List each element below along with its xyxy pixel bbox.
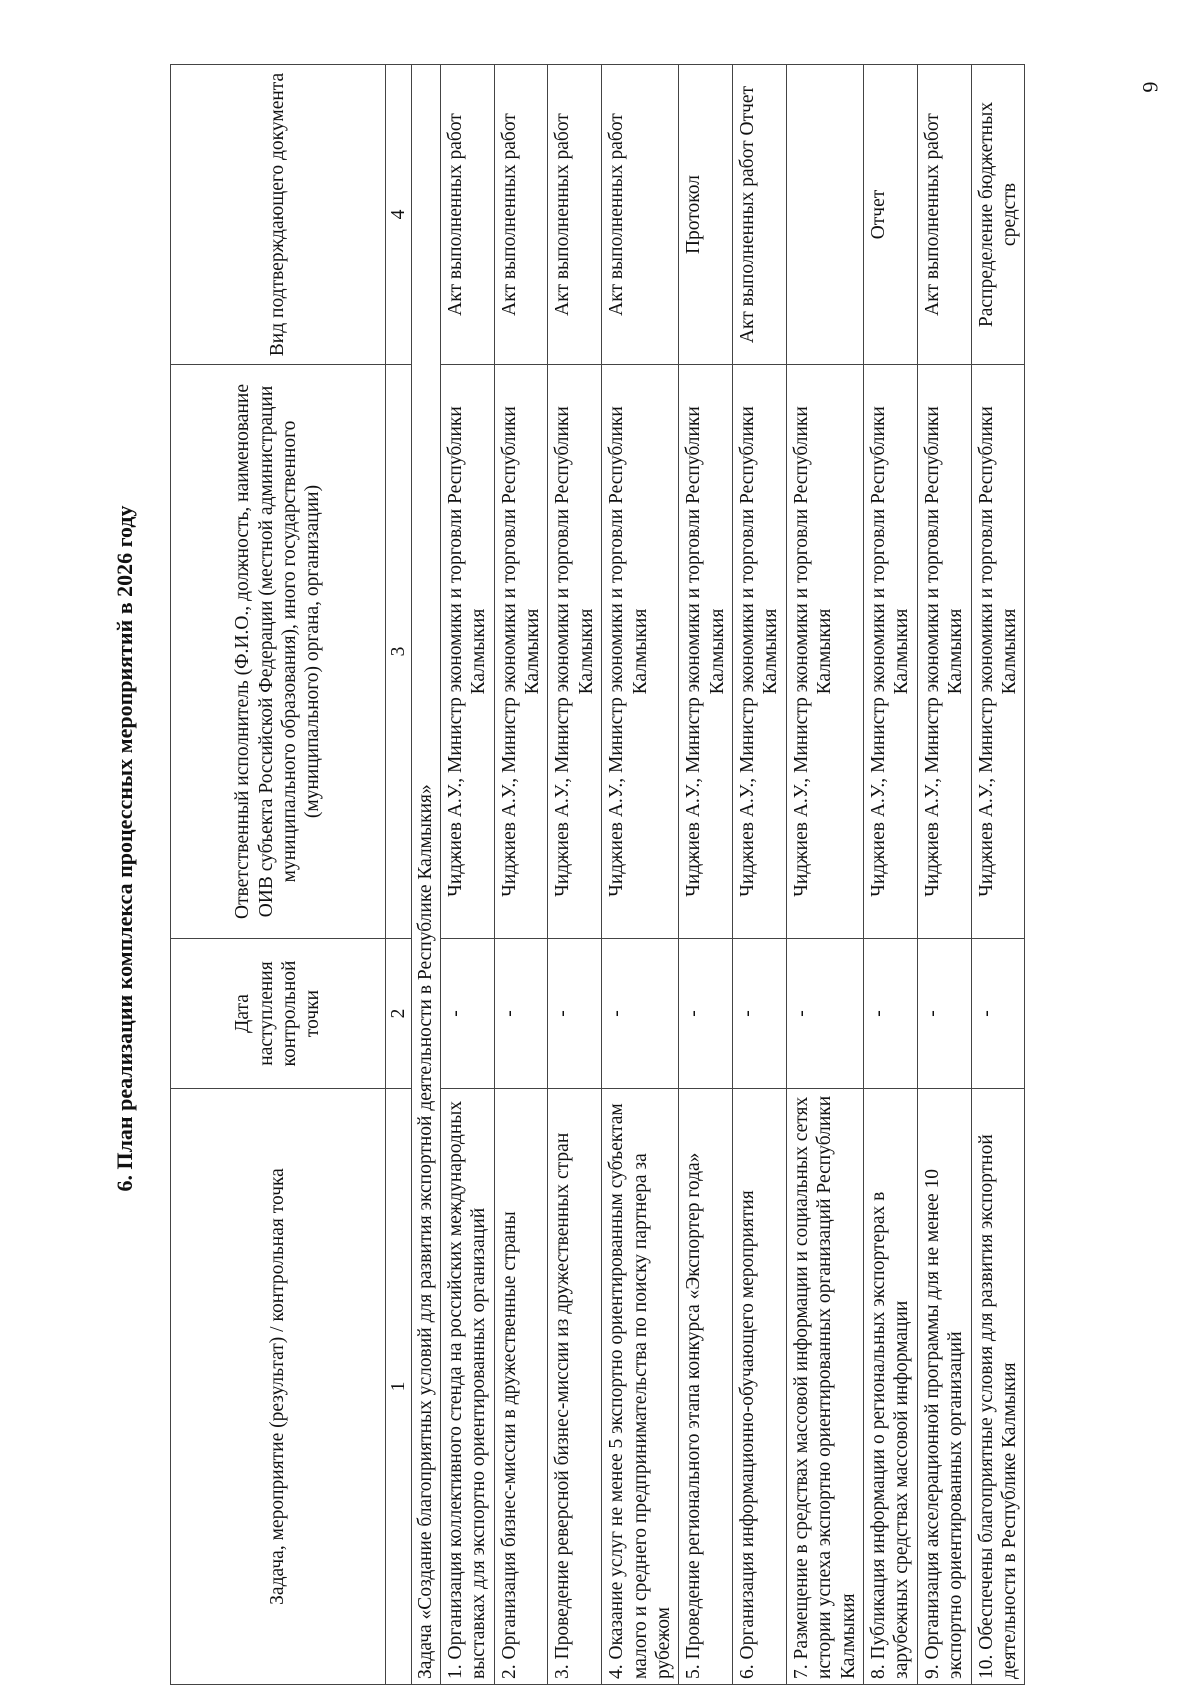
page-number: 6 <box>1138 81 1163 93</box>
item-cell: 1. Организация коллективного стенда на российских международных выставках для экспортно ориентированных организаций <box>440 1089 494 1685</box>
date-cell: - <box>733 939 787 1089</box>
column-index: 3 <box>386 365 412 939</box>
table-row <box>440 65 494 1685</box>
table-row <box>548 65 602 1685</box>
item-cell: 3. Проведение реверсной бизнес-миссии из дружественных стран <box>548 1089 602 1685</box>
responsible-cell: Чиджиев А.У., Министр экономики и торговли Республики Калмыкия <box>786 365 863 939</box>
date-cell: - <box>917 939 971 1089</box>
document-cell: Протокол <box>679 65 733 365</box>
header-task: Задача, мероприятие (результат) / контрольная точка <box>171 1089 386 1685</box>
responsible-cell: Чиджиев А.У., Министр экономики и торговли Республики Калмыкия <box>494 365 548 939</box>
document-cell: Акт выполненных работ <box>494 65 548 365</box>
table-header-row <box>171 65 386 1685</box>
table-row <box>602 65 679 1685</box>
table-row <box>917 65 971 1685</box>
date-cell: - <box>679 939 733 1089</box>
rotated-table-area <box>170 65 1080 1685</box>
responsible-cell: Чиджиев А.У., Министр экономики и торговли Республики Калмыкия <box>917 365 971 939</box>
table-row <box>679 65 733 1685</box>
item-cell: 10. Обеспечены благоприятные условия для развития экспортной деятельности в Республике Калмыкия <box>971 1089 1025 1685</box>
table-row <box>786 65 863 1685</box>
document-title: 6. План реализации комплекса процессных мероприятий в 2026 году <box>112 505 137 1192</box>
date-cell: - <box>971 939 1025 1089</box>
responsible-cell: Чиджиев А.У., Министр экономики и торговли Республики Калмыкия <box>602 365 679 939</box>
date-cell: - <box>440 939 494 1089</box>
item-cell: 6. Организация информационно-обучающего мероприятия <box>733 1089 787 1685</box>
responsible-cell: Чиджиев А.У., Министр экономики и торговли Республики Калмыкия <box>733 365 787 939</box>
document-cell: Акт выполненных работ <box>917 65 971 365</box>
document-cell: Акт выполненных работ <box>548 65 602 365</box>
column-index: 1 <box>386 1089 412 1685</box>
responsible-cell: Чиджиев А.У., Министр экономики и торговли Республики Калмыкия <box>971 365 1025 939</box>
header-responsible: Ответственный исполнитель (Ф.И.О., должность, наименование ОИВ субъекта Российской Федерации (местной администрации муниципального образования), иного государственного (муниципального) органа, организации) <box>171 365 386 939</box>
date-cell: - <box>602 939 679 1089</box>
date-cell: - <box>548 939 602 1089</box>
task-row <box>412 65 440 1685</box>
date-cell: - <box>494 939 548 1089</box>
responsible-cell: Чиджиев А.У., Министр экономики и торговли Республики Калмыкия <box>440 365 494 939</box>
column-index: 4 <box>386 65 412 365</box>
table-row <box>971 65 1025 1685</box>
date-cell: - <box>786 939 863 1089</box>
column-index-row <box>386 65 412 1685</box>
responsible-cell: Чиджиев А.У., Министр экономики и торговли Республики Калмыкия <box>548 365 602 939</box>
date-cell: - <box>864 939 918 1089</box>
header-date: Дата наступления контрольной точки <box>171 939 386 1089</box>
task-text: Задача «Создание благоприятных условий для развития экспортной деятельности в Республике Калмыкия» <box>412 65 440 1685</box>
document-cell: Отчет <box>864 65 918 365</box>
item-cell: 7. Размещение в средствах массовой информации и социальных сетях истории успеха экспортно ориентированных организаций Республики Калмыкия <box>786 1089 863 1685</box>
document-cell: Акт выполненных работ <box>440 65 494 365</box>
item-cell: 4. Оказание услуг не менее 5 экспортно ориентированным субъектам малого и среднего предпринимательства по поиску партнера за рубежом <box>602 1089 679 1685</box>
plan-table <box>170 64 1025 1685</box>
table-row <box>864 65 918 1685</box>
item-cell: 5. Проведение регионального этапа конкурса «Экспортер года» <box>679 1089 733 1685</box>
document-cell: Акт выполненных работ <box>602 65 679 365</box>
document-cell: Распределение бюджетных средств <box>971 65 1025 365</box>
item-cell: 9. Организация акселерационной программы для не менее 10 экспортно ориентированных организаций <box>917 1089 971 1685</box>
table-row <box>733 65 787 1685</box>
responsible-cell: Чиджиев А.У., Министр экономики и торговли Республики Калмыкия <box>679 365 733 939</box>
document-cell: Акт выполненных работ Отчет <box>733 65 787 365</box>
responsible-cell: Чиджиев А.У., Министр экономики и торговли Республики Калмыкия <box>864 365 918 939</box>
item-cell: 8. Публикация информации о региональных экспортерах в зарубежных средствах массовой информации <box>864 1089 918 1685</box>
document-cell <box>786 65 863 365</box>
item-cell: 2. Организация бизнес-миссии в дружественные страны <box>494 1089 548 1685</box>
column-index: 2 <box>386 939 412 1089</box>
table-row <box>494 65 548 1685</box>
header-document: Вид подтверждающего документа <box>171 65 386 365</box>
